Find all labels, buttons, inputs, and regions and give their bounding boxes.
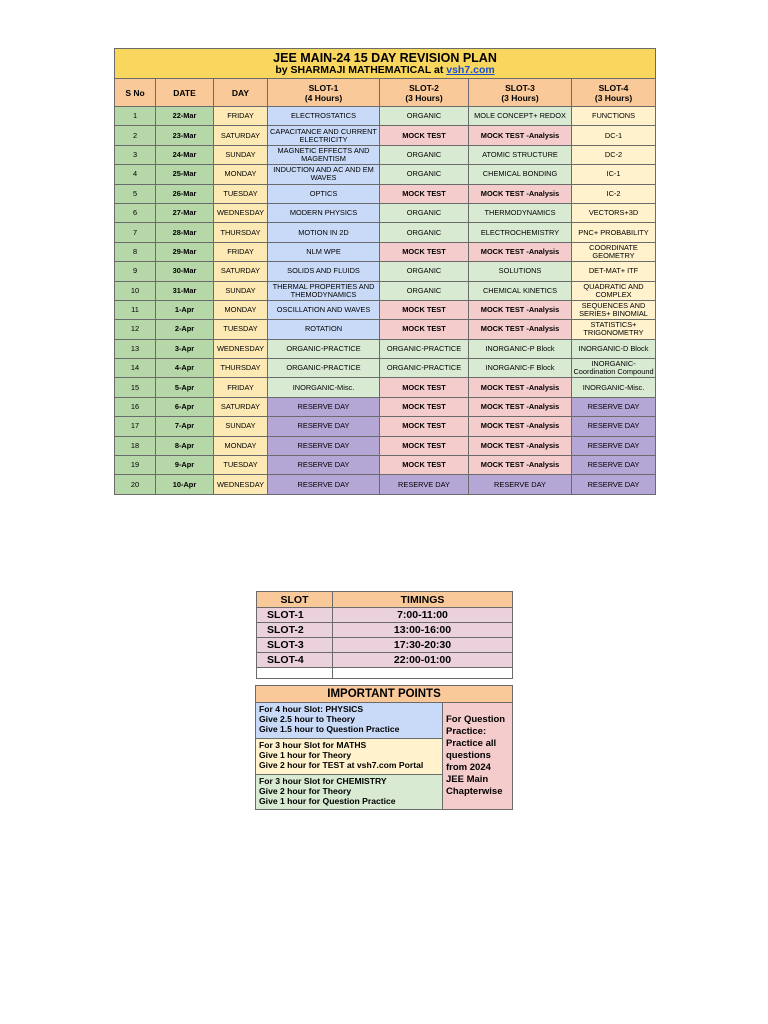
- header-slot3-hours: (3 Hours): [501, 92, 539, 103]
- plan-title-line2: [115, 64, 655, 76]
- timings-header-timings: TIMINGS: [333, 592, 513, 608]
- cell-slot4: QUADRATIC AND COMPLEX: [572, 281, 656, 300]
- website-link[interactable]: vsh7.com: [446, 63, 495, 76]
- timings-row: [257, 608, 513, 623]
- cell-slot1: RESERVE DAY: [268, 475, 380, 494]
- cell-sno: 11: [115, 300, 156, 319]
- cell-slot4: IC-2: [572, 184, 656, 203]
- cell-slot1: ROTATION: [268, 320, 380, 339]
- physics-note-line: Give 2.5 hour to Theory: [259, 714, 355, 724]
- cell-slot3: INORGANIC-P Block: [469, 339, 572, 358]
- cell-date: 28-Mar: [156, 223, 214, 242]
- plan-row: [115, 223, 656, 242]
- cell-slot4: RESERVE DAY: [572, 475, 656, 494]
- cell-day: FRIDAY: [214, 107, 268, 126]
- plan-row: [115, 281, 656, 300]
- cell-date: 5-Apr: [156, 378, 214, 397]
- cell-slot2: ORGANIC: [380, 281, 469, 300]
- cell-sno: 12: [115, 320, 156, 339]
- cell-slot2: MOCK TEST: [380, 397, 469, 416]
- timings-header-row: [257, 592, 513, 608]
- plan-row: [115, 107, 656, 126]
- timings-slot: SLOT-4: [257, 653, 333, 668]
- cell-slot4: STATISTICS+ TRIGONOMETRY: [572, 320, 656, 339]
- cell-slot2: ORGANIC-PRACTICE: [380, 359, 469, 378]
- plan-row: [115, 436, 656, 455]
- cell-slot3: ATOMIC STRUCTURE: [469, 145, 572, 164]
- cell-slot2: MOCK TEST: [380, 300, 469, 319]
- plan-row: [115, 126, 656, 145]
- cell-sno: 18: [115, 436, 156, 455]
- header-sno: S No: [115, 79, 156, 107]
- cell-day: WEDNESDAY: [214, 203, 268, 222]
- cell-date: 27-Mar: [156, 203, 214, 222]
- revision-plan-table: [114, 48, 656, 495]
- cell-date: 2-Apr: [156, 320, 214, 339]
- plan-row: [115, 456, 656, 475]
- plan-row: [115, 203, 656, 222]
- cell-slot3: MOCK TEST -Analysis: [469, 436, 572, 455]
- cell-slot2: ORGANIC: [380, 165, 469, 184]
- cell-slot1: SOLIDS AND FLUIDS: [268, 262, 380, 281]
- cell-date: 4-Apr: [156, 359, 214, 378]
- timings-time: 7:00-11:00: [333, 608, 513, 623]
- maths-note-line: Give 2 hour for TEST at vsh7.com Portal: [259, 760, 424, 770]
- header-slot1-hours: (4 Hours): [304, 92, 343, 103]
- cell-slot1: INORGANIC-Misc.: [268, 378, 380, 397]
- timings-row: [257, 653, 513, 668]
- plan-row: [115, 165, 656, 184]
- cell-sno: 5: [115, 184, 156, 203]
- header-slot4-name: SLOT-4: [598, 82, 629, 93]
- cell-slot1: ELECTROSTATICS: [268, 107, 380, 126]
- timings-slot: SLOT-2: [257, 623, 333, 638]
- cell-slot3: MOCK TEST -Analysis: [469, 397, 572, 416]
- cell-day: SATURDAY: [214, 126, 268, 145]
- cell-day: THURSDAY: [214, 223, 268, 242]
- cell-slot3: MOCK TEST -Analysis: [469, 184, 572, 203]
- plan-row: [115, 475, 656, 494]
- cell-slot2: MOCK TEST: [380, 436, 469, 455]
- header-row: [115, 79, 656, 107]
- cell-date: 29-Mar: [156, 242, 214, 261]
- cell-date: 30-Mar: [156, 262, 214, 281]
- cell-date: 23-Mar: [156, 126, 214, 145]
- cell-slot4: RESERVE DAY: [572, 417, 656, 436]
- plan-title: [115, 49, 656, 79]
- cell-day: MONDAY: [214, 165, 268, 184]
- cell-day: SUNDAY: [214, 281, 268, 300]
- cell-slot2: MOCK TEST: [380, 456, 469, 475]
- cell-slot3: RESERVE DAY: [469, 475, 572, 494]
- cell-day: SUNDAY: [214, 417, 268, 436]
- header-slot1-name: SLOT-1: [308, 82, 339, 93]
- practice-note-line: For Question: [446, 714, 506, 725]
- cell-slot3: MOCK TEST -Analysis: [469, 242, 572, 261]
- timings-spacer: [257, 668, 513, 679]
- plan-row: [115, 300, 656, 319]
- maths-note-line: For 3 hour Slot for MATHS: [259, 740, 367, 750]
- cell-sno: 14: [115, 359, 156, 378]
- cell-slot1: MOTION IN 2D: [268, 223, 380, 242]
- cell-slot4: PNC+ PROBABILITY: [572, 223, 656, 242]
- cell-slot3: MOLE CONCEPT+ REDOX: [469, 107, 572, 126]
- cell-sno: 4: [115, 165, 156, 184]
- plan-body: [115, 107, 656, 495]
- cell-slot2: MOCK TEST: [380, 184, 469, 203]
- cell-slot1: MODERN PHYSICS: [268, 203, 380, 222]
- cell-slot3: ELECTROCHEMISTRY: [469, 223, 572, 242]
- cell-slot3: MOCK TEST -Analysis: [469, 126, 572, 145]
- cell-slot2: ORGANIC-PRACTICE: [380, 339, 469, 358]
- cell-slot2: MOCK TEST: [380, 378, 469, 397]
- chemistry-note-line: For 3 hour Slot for CHEMISTRY: [259, 776, 387, 786]
- cell-slot1: RESERVE DAY: [268, 436, 380, 455]
- header-slot2-hours: (3 Hours): [405, 92, 443, 103]
- cell-slot2: MOCK TEST: [380, 126, 469, 145]
- practice-note-line: Chapterwise: [446, 786, 503, 797]
- cell-day: TUESDAY: [214, 184, 268, 203]
- physics-note-line: Give 1.5 hour to Question Practice: [259, 724, 400, 734]
- cell-date: 31-Mar: [156, 281, 214, 300]
- cell-sno: 10: [115, 281, 156, 300]
- cell-date: 3-Apr: [156, 339, 214, 358]
- timings-row: [257, 623, 513, 638]
- cell-slot1: CAPACITANCE AND CURRENT ELECTRICITY: [268, 126, 380, 145]
- header-slot3-name: SLOT-3: [505, 82, 535, 93]
- cell-sno: 20: [115, 475, 156, 494]
- cell-slot3: MOCK TEST -Analysis: [469, 300, 572, 319]
- cell-slot3: MOCK TEST -Analysis: [469, 456, 572, 475]
- cell-slot1: NLM WPE: [268, 242, 380, 261]
- cell-sno: 7: [115, 223, 156, 242]
- cell-slot1: MAGNETIC EFFECTS AND MAGENTISM: [268, 145, 380, 164]
- cell-slot2: ORGANIC: [380, 223, 469, 242]
- maths-note-line: Give 1 hour for Theory: [259, 750, 352, 760]
- practice-note-line: JEE Main: [446, 774, 489, 785]
- cell-sno: 16: [115, 397, 156, 416]
- chemistry-note: [256, 775, 443, 810]
- practice-note-line: Practice:: [446, 726, 487, 737]
- cell-slot4: FUNCTIONS: [572, 107, 656, 126]
- plan-title-line1: JEE MAIN-24 15 DAY REVISION PLAN: [273, 50, 497, 65]
- timings-slot: SLOT-3: [257, 638, 333, 653]
- cell-slot1: OPTICS: [268, 184, 380, 203]
- cell-sno: 6: [115, 203, 156, 222]
- cell-day: TUESDAY: [214, 320, 268, 339]
- cell-slot2: MOCK TEST: [380, 417, 469, 436]
- header-day: DAY: [214, 79, 268, 107]
- header-slot3: [469, 79, 572, 107]
- plan-row: [115, 262, 656, 281]
- timings-row: [257, 638, 513, 653]
- cell-slot4: SEQUENCES AND SERIES+ BINOMIAL: [572, 300, 656, 319]
- cell-date: 25-Mar: [156, 165, 214, 184]
- cell-slot2: MOCK TEST: [380, 242, 469, 261]
- cell-slot4: DC-2: [572, 145, 656, 164]
- timings-time: 17:30-20:30: [333, 638, 513, 653]
- cell-slot2: ORGANIC: [380, 203, 469, 222]
- cell-slot1: RESERVE DAY: [268, 397, 380, 416]
- cell-sno: 2: [115, 126, 156, 145]
- cell-slot4: RESERVE DAY: [572, 397, 656, 416]
- plan-row: [115, 184, 656, 203]
- cell-slot1: ORGANIC-PRACTICE: [268, 359, 380, 378]
- cell-date: 10-Apr: [156, 475, 214, 494]
- cell-date: 24-Mar: [156, 145, 214, 164]
- cell-sno: 19: [115, 456, 156, 475]
- cell-date: 7-Apr: [156, 417, 214, 436]
- cell-day: FRIDAY: [214, 378, 268, 397]
- cell-slot1: INDUCTION AND AC AND EM WAVES: [268, 165, 380, 184]
- plan-row: [115, 320, 656, 339]
- cell-day: SATURDAY: [214, 262, 268, 281]
- cell-date: 1-Apr: [156, 300, 214, 319]
- cell-slot4: INORGANIC-D Block: [572, 339, 656, 358]
- timings-header-slot: SLOT: [257, 592, 333, 608]
- header-date: DATE: [156, 79, 214, 107]
- cell-slot3: CHEMICAL BONDING: [469, 165, 572, 184]
- cell-slot3: CHEMICAL KINETICS: [469, 281, 572, 300]
- cell-day: SATURDAY: [214, 397, 268, 416]
- cell-day: THURSDAY: [214, 359, 268, 378]
- cell-slot4: INORGANIC- Coordination Compound: [573, 359, 654, 377]
- plan-row: [115, 145, 656, 164]
- plan-title-byline: by SHARMAJI MATHEMATICAL at: [275, 63, 447, 76]
- plan-row: [115, 242, 656, 261]
- cell-slot2: ORGANIC: [380, 107, 469, 126]
- cell-slot3: MOCK TEST -Analysis: [469, 417, 572, 436]
- cell-day: SUNDAY: [214, 145, 268, 164]
- cell-date: 6-Apr: [156, 397, 214, 416]
- chemistry-note-line: Give 2 hour for Theory: [259, 786, 352, 796]
- practice-note-line: from 2024: [446, 762, 491, 773]
- slot-timings-table: [256, 591, 513, 679]
- cell-day: MONDAY: [214, 300, 268, 319]
- cell-sno: 13: [115, 339, 156, 358]
- cell-sno: 15: [115, 378, 156, 397]
- cell-slot3: INORGANIC-F Block: [469, 359, 572, 378]
- chemistry-note-line: Give 1 hour for Question Practice: [259, 796, 396, 806]
- plan-row: [115, 359, 656, 378]
- cell-slot3: SOLUTIONS: [469, 262, 572, 281]
- timings-time: 13:00-16:00: [333, 623, 513, 638]
- cell-day: WEDNESDAY: [214, 475, 268, 494]
- cell-day: WEDNESDAY: [214, 339, 268, 358]
- cell-slot4: COORDINATE GEOMETRY: [572, 242, 656, 261]
- cell-sno: 8: [115, 242, 156, 261]
- header-slot2-name: SLOT-2: [409, 82, 439, 93]
- cell-slot4: DC-1: [572, 126, 656, 145]
- plan-row: [115, 417, 656, 436]
- cell-date: 22-Mar: [156, 107, 214, 126]
- cell-sno: 17: [115, 417, 156, 436]
- plan-row: [115, 339, 656, 358]
- cell-slot2: ORGANIC: [380, 145, 469, 164]
- header-slot1: [268, 79, 380, 107]
- plan-row: [115, 397, 656, 416]
- cell-slot3: THERMODYNAMICS: [469, 203, 572, 222]
- cell-day: TUESDAY: [214, 456, 268, 475]
- cell-slot1: RESERVE DAY: [268, 417, 380, 436]
- cell-slot2: RESERVE DAY: [380, 475, 469, 494]
- header-slot2: [380, 79, 469, 107]
- practice-note-line: questions: [446, 750, 491, 761]
- cell-date: 26-Mar: [156, 184, 214, 203]
- question-practice-note: [443, 703, 513, 810]
- physics-note-line: For 4 hour Slot: PHYSICS: [259, 704, 364, 714]
- practice-note-line: Practice all: [446, 738, 497, 749]
- important-points-table: [255, 685, 513, 810]
- cell-slot4: RESERVE DAY: [572, 456, 656, 475]
- cell-slot1: OSCILLATION AND WAVES: [268, 300, 380, 319]
- cell-slot4: IC-1: [572, 165, 656, 184]
- cell-sno: 9: [115, 262, 156, 281]
- cell-date: 9-Apr: [156, 456, 214, 475]
- cell-slot4: VECTORS+3D: [572, 203, 656, 222]
- cell-sno: 1: [115, 107, 156, 126]
- cell-slot1: ORGANIC-PRACTICE: [268, 339, 380, 358]
- header-slot4-hours: (3 Hours): [594, 92, 633, 103]
- header-slot4: [572, 79, 656, 107]
- cell-slot4: DET-MAT+ ITF: [572, 262, 656, 281]
- timings-time: 22:00-01:00: [333, 653, 513, 668]
- cell-slot3: MOCK TEST -Analysis: [469, 378, 572, 397]
- cell-slot2: ORGANIC: [380, 262, 469, 281]
- plan-row: [115, 378, 656, 397]
- important-points-heading: IMPORTANT POINTS: [256, 686, 513, 703]
- maths-note: [256, 739, 443, 775]
- cell-sno: 3: [115, 145, 156, 164]
- cell-date: 8-Apr: [156, 436, 214, 455]
- cell-slot4: INORGANIC-Misc.: [572, 378, 656, 397]
- cell-day: MONDAY: [214, 436, 268, 455]
- timings-slot: SLOT-1: [257, 608, 333, 623]
- cell-slot4: RESERVE DAY: [572, 436, 656, 455]
- cell-slot1: THERMAL PROPERTIES AND THEMODYNAMICS: [268, 281, 380, 300]
- cell-slot1: RESERVE DAY: [268, 456, 380, 475]
- physics-note: [256, 703, 443, 739]
- cell-slot2: MOCK TEST: [380, 320, 469, 339]
- cell-slot3: MOCK TEST -Analysis: [469, 320, 572, 339]
- cell-day: FRIDAY: [214, 242, 268, 261]
